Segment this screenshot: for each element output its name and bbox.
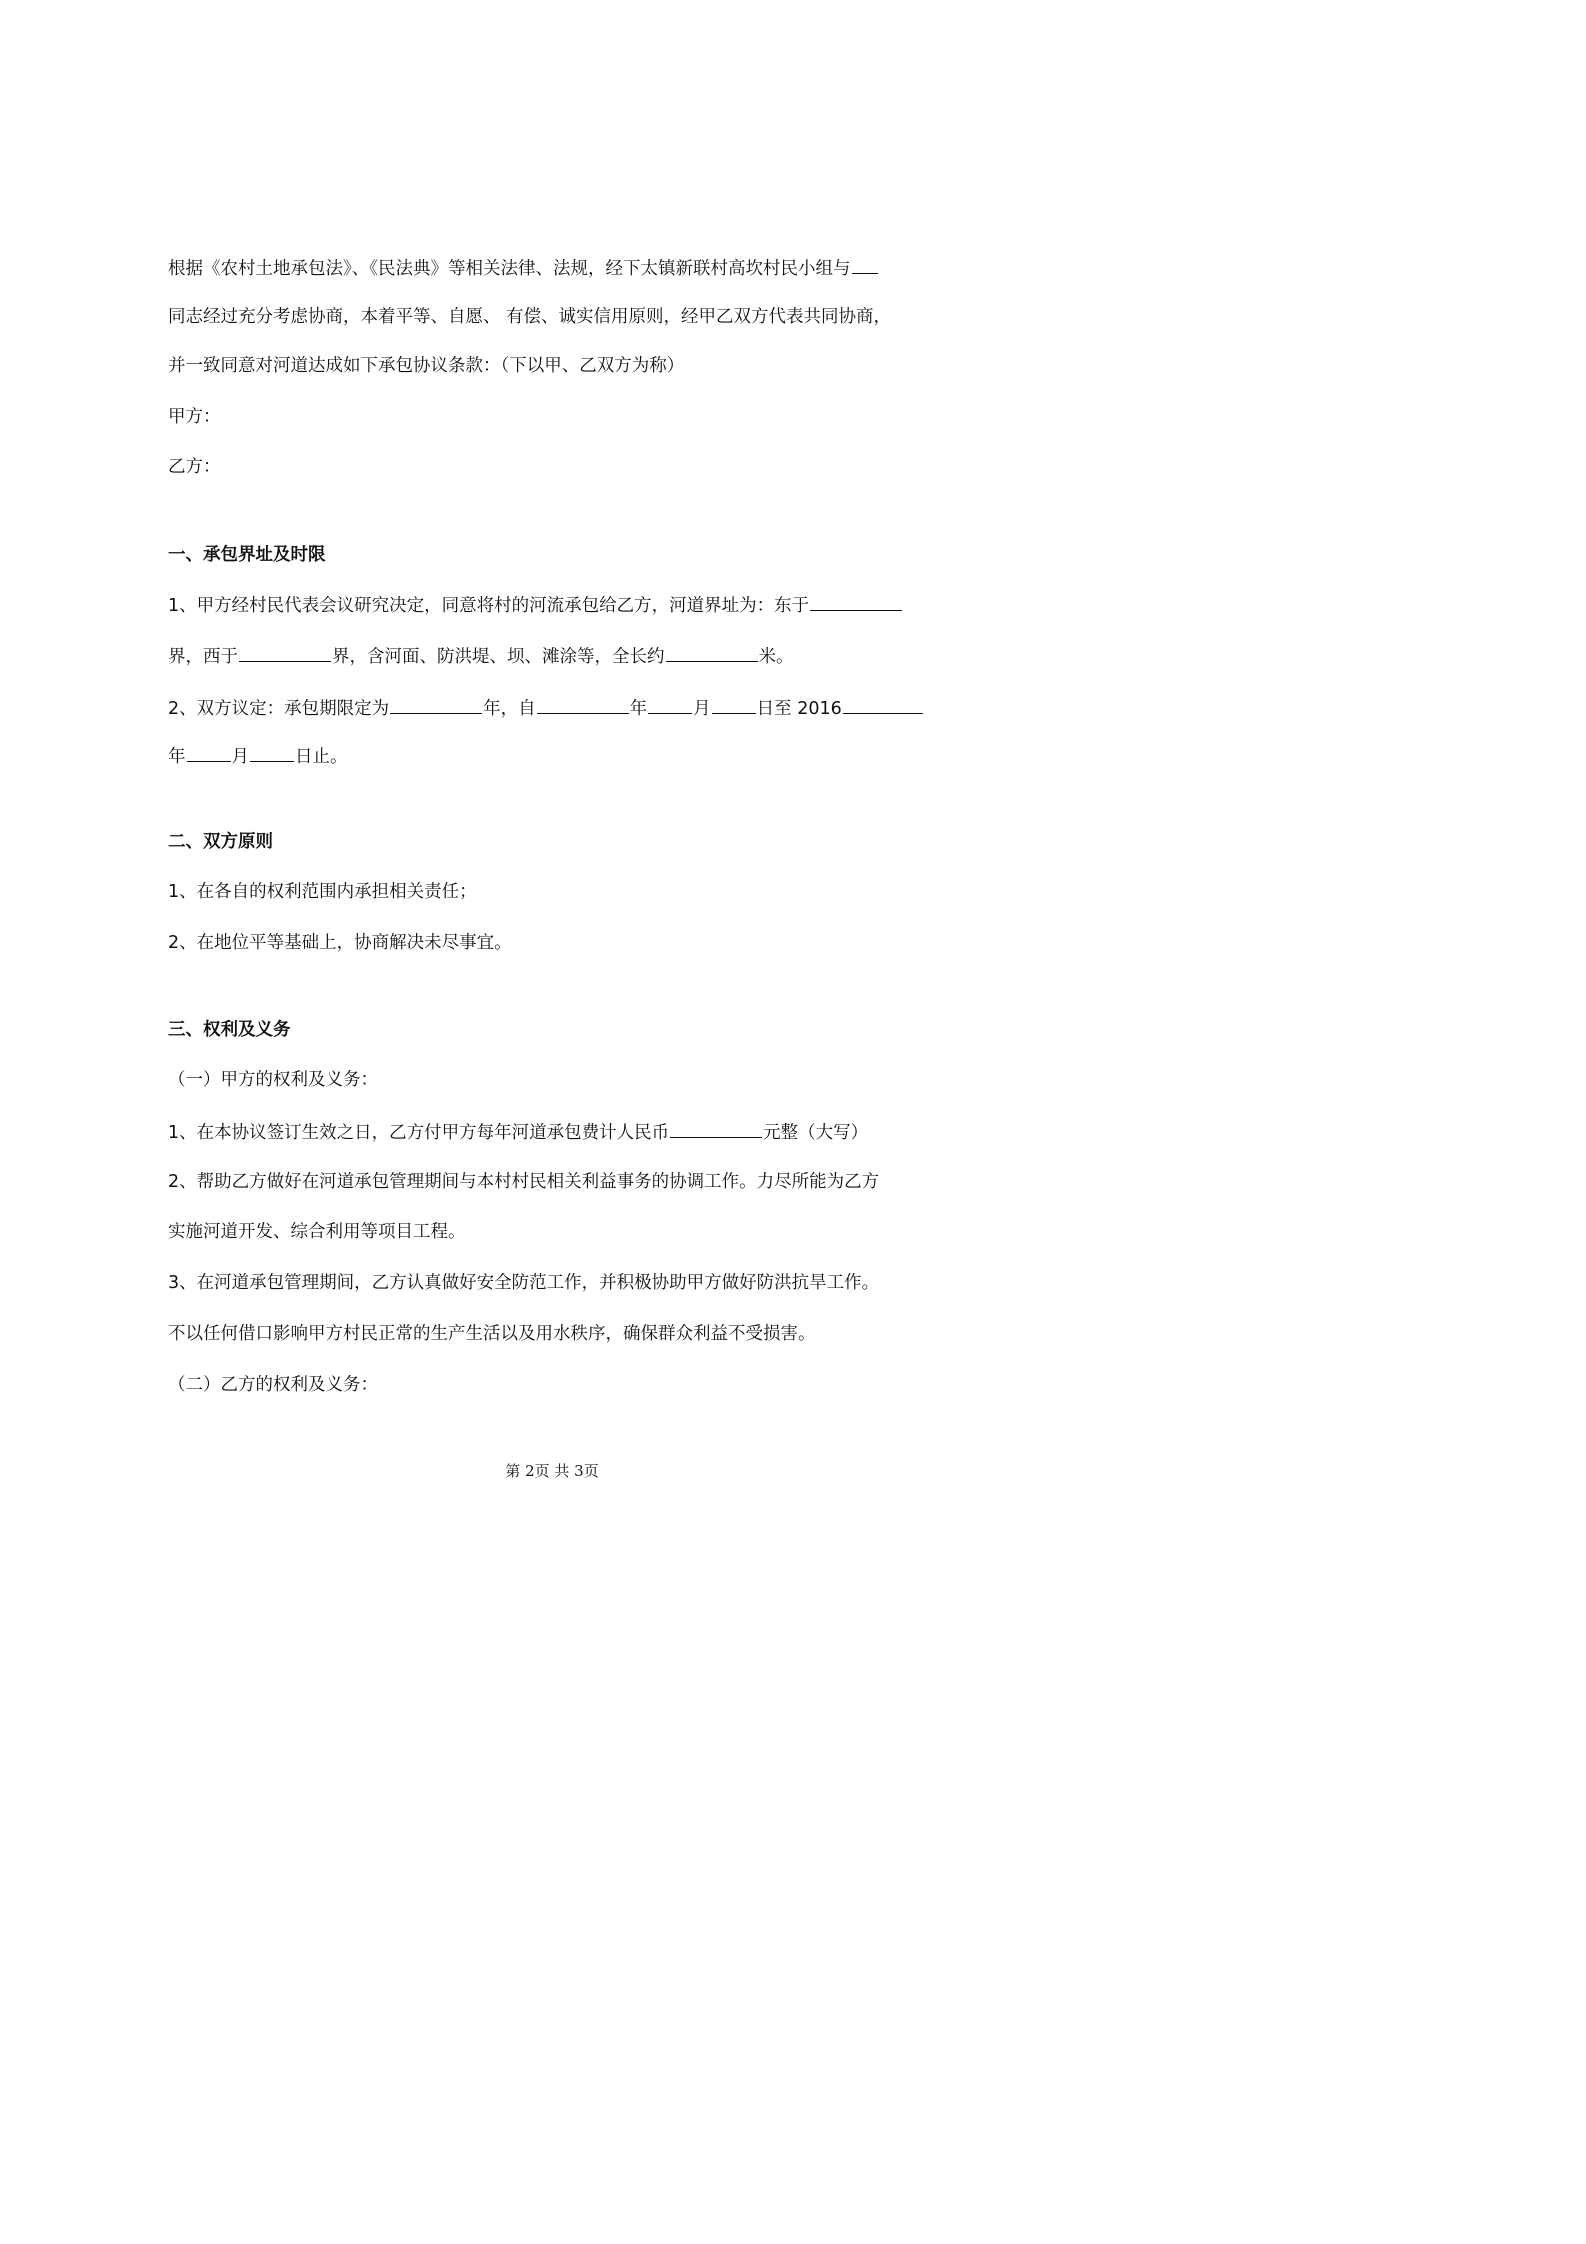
item-text: 元整（大写） — [763, 1123, 869, 1143]
blank-field — [670, 1119, 762, 1138]
section-1-item-2-line-2 — [168, 743, 348, 769]
blank-field — [810, 592, 902, 611]
page-footer: 第 2页 共 3页 — [505, 1462, 599, 1480]
blank-field — [648, 695, 692, 714]
intro-line-1 — [168, 255, 879, 281]
item-text: 年 — [168, 747, 186, 767]
section-1-heading: 一、承包界址及时限 — [168, 545, 326, 565]
item-text: 界，含河面、防洪堤、坝、滩涂等，全长约 — [332, 647, 665, 667]
item-text: 界，西于 — [168, 647, 238, 667]
blank-field — [852, 255, 878, 274]
blank-field — [843, 695, 923, 714]
intro-line-3: 并一致同意对河道达成如下承包协议条款：（下以甲、乙双方为称） — [168, 356, 685, 376]
blank-field — [666, 643, 758, 662]
section-1-item-1-line-2 — [168, 643, 794, 669]
section-2-item-1: 1、在各自的权利范围内承担相关责任； — [168, 882, 477, 902]
item-text: 年 — [629, 699, 648, 719]
party-b-label: 乙方： — [168, 457, 221, 477]
intro-text-1: 根据《农村土地承包法》、《民法典》等相关法律、法规，经下太镇新联村高坎村民小组与 — [168, 259, 851, 279]
section-2-item-2: 2、在地位平等基础上，协商解决未尽事宜。 — [168, 933, 512, 953]
section-3-item-1 — [168, 1119, 868, 1145]
blank-field — [239, 643, 331, 662]
section-3-item-3-line-1: 3、在河道承包管理期间，乙方认真做好安全防范工作，并积极协助甲方做好防洪抗旱工作。 — [168, 1273, 880, 1293]
item-text: 年，自 — [483, 699, 536, 719]
section-3-item-3-line-2: 不以任何借口影响甲方村民正常的生产生活以及用水秩序，确保群众利益不受损害。 — [168, 1324, 816, 1344]
item-text: 1、甲方经村民代表会议研究决定，同意将村的河流承包给乙方，河道界址为：东于 — [168, 596, 810, 616]
blank-field — [187, 743, 231, 762]
section-3-heading: 三、权利及义务 — [168, 1020, 291, 1040]
blank-field — [712, 695, 756, 714]
item-text: 月 — [231, 747, 249, 767]
item-text: 米。 — [758, 647, 794, 667]
item-text: 日止。 — [295, 747, 348, 767]
party-a-label: 甲方： — [168, 407, 221, 427]
blank-field — [250, 743, 294, 762]
item-text: 日至 2016 — [756, 699, 842, 719]
section-2-heading: 二、双方原则 — [168, 832, 273, 852]
item-text: 2、双方议定：承包期限定为 — [168, 699, 390, 719]
intro-line-2: 同志经过充分考虑协商，本着平等、自愿、 有偿、诚实信用原则，经甲乙双方代表共同协商， — [168, 307, 892, 327]
section-3-item-2-line-2: 实施河道开发、综合利用等项目工程。 — [168, 1222, 466, 1242]
item-text: 月 — [693, 699, 711, 719]
item-text: 1、在本协议签订生效之日，乙方付甲方每年河道承包费计人民币 — [168, 1123, 670, 1143]
section-1-item-1-line-1 — [168, 592, 903, 618]
blank-field — [390, 695, 482, 714]
blank-field — [537, 695, 629, 714]
section-3-subheading-2: （二）乙方的权利及义务： — [168, 1375, 378, 1395]
section-3-item-2-line-1: 2、帮助乙方做好在河道承包管理期间与本村村民相关利益事务的协调工作。力尽所能为乙方 — [168, 1172, 880, 1192]
section-3-subheading-1: （一）甲方的权利及义务： — [168, 1070, 378, 1090]
section-1-item-2-line-1 — [168, 695, 924, 721]
